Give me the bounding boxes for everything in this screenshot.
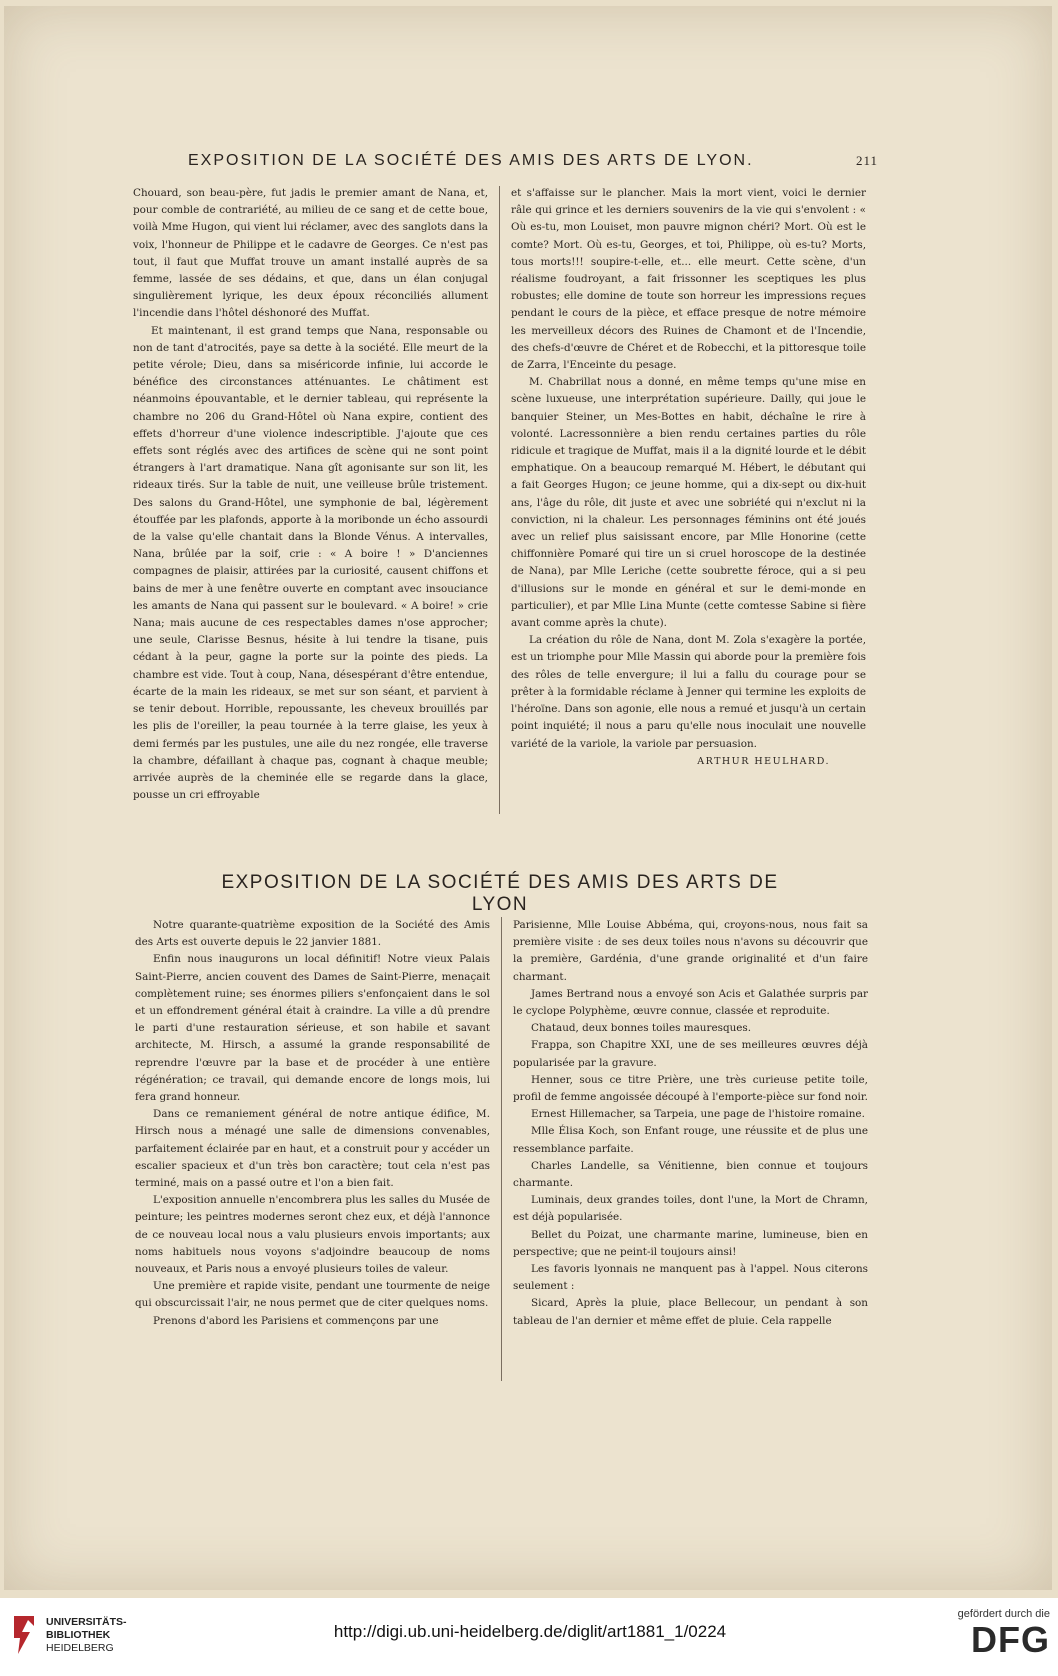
paragraph: La création du rôle de Nana, dont M. Zola s'exagère la portée, est un triomphe pour Mlle Massin qui aborde pour la première fois des rôles de telle envergure; il lui a fallu du courage pour se prêter à la formidable réclame à Jenner qui termine les exploits de l'héroïne. Dans son agonie, elle nous a remué et jusqu'à un certain point inquiété; il nous a paru qu'elle nous inoculait une nouvelle variété de la variole, la variole par persuasion. [511, 634, 866, 750]
paragraph: Charles Landelle, sa Vénitienne, bien connue et toujours charmante. [513, 1159, 868, 1190]
paragraph: Luminais, deux grandes toiles, dont l'une, la Mort de Chramn, est déjà popularisée. [513, 1194, 868, 1224]
permalink-url[interactable]: http://digi.ub.uni-heidelberg.de/diglit/art1881_1/0224 [333, 1622, 727, 1641]
library-emblem-icon [10, 1612, 38, 1658]
paragraph: Chouard, son beau-père, fut jadis le premier amant de Nana, et, pour comble de contrariété, au milieu de ce sang et de cette boue, voilà Mme Hugon, qui vient lui réclamer, avec des sanglots dans la voix, l'honneur de Philippe et le cadavre de Georges. Ce n'est pas tout, il faut que Muffat trouve un amant installé auprès de sa femme, lassée de ses dédains, et que, dans un élan conjugal singulièrement lyrique, les deux époux réconciliés allument l'incendie dans l'hôtel déshonoré des Muffat. [133, 187, 488, 320]
paragraph: Et maintenant, il est grand temps que Nana, responsable ou non de tant d'atrocités, paye sa dette à la société. Elle meurt de la petite vérole; Dieu, dans sa miséricorde infinie, lui accorde le bénéfice des circonstances atténuantes. Le châtiment est néanmoins épouvantable, et le dernier tableau, qui représente la chambre no 206 du Grand-Hôtel où Nana expire, contient des effets d'horreur d'une violence indescriptible. J'ajoute que ces effets sont réglés avec des artifices de scène qui ne sont point étrangers à l'art dramatique. Nana gît agonisante sur son lit, les rideaux tirés. Sur la table de nuit, une veilleuse brûle tristement. Des salons du Grand-Hôtel, une symphonie de bal, légèrement étouffée par les plafonds, apporte à la moribonde un écho assourdi de la valse qu'elle chantait dans la Blonde Vénus. A intervalles, Nana, brûlée par la soif, crie : « A boire ! » D'anciennes compagnes de plaisir, attirées par la curiosité, causent chiffons et bains de mer à une fenêtre ouverte en comptant avec insouciance les amants de Nana qui passent sur le boulevard. « A boire! » crie Nana; mais aucune de ces respectables dames n'ose approcher; une seule, Clarisse Besnus, hésite à lui tendre la tisane, puis cédant à la peur, gagne la porte sur la pointe des pieds. La chambre est vide. Tout à coup, Nana, désespérant d'être entendue, écarte de la main les rideaux, se met sur son séant, et parvient à se tenir debout. Horrible, repoussante, les cheveux brouillés par les plis de l'oreiller, la peau tournée à la terre glaise, les yeux à demi fermés par les pustules, une aile du nez rongée, elle traverse la chambre, défaillant à chaque pas, cognant à chaque meuble; arrivée auprès de la cheminée elle se regarde dans la glace, pousse un cri effroyable [133, 324, 488, 802]
running-head [188, 152, 878, 170]
paragraph: Enfin nous inaugurons un local définitif! Notre vieux Palais Saint-Pierre, ancien couvent des Dames de Saint-Pierre, menaçait complètement ruine; ses énormes piliers s'enfonçaient dans le sol et un effondrement général était à craindre. La ville a dû prendre le parti d'une restauration sérieuse, et son habile et savant architecte, M. Hirsch, a assumé la grande responsabilité de reprendre l'œuvre par la base et de procéder à une entière régénération; ce travail, qui demande encore de longs mois, lui fera grand honneur. [135, 953, 490, 1104]
paragraph: Bellet du Poizat, une charmante marine, lumineuse, bien en perspective; que ne peint-il toujours ainsi! [513, 1228, 868, 1258]
author-signature: ARTHUR HEULHARD. [697, 755, 830, 767]
article1-right-column [511, 185, 866, 770]
section-title: EXPOSITION DE LA SOCIÉTÉ DES AMIS DES ARTS DE LYON [221, 872, 779, 915]
logo-line-3: HEIDELBERG [46, 1641, 114, 1654]
logo-line-1: UNIVERSITÄTS- [46, 1615, 127, 1628]
paragraph: Mlle Élisa Koch, son Enfant rouge, une réussite et de plus une ressemblance parfaite. [513, 1125, 868, 1155]
paragraph: Parisienne, Mlle Louise Abbéma, qui, croyons-nous, nous fait sa première visite : de ses deux toiles nous n'avons su découvrir que la première, Gardénia, d'une grande originalité et d'un faire charmant. [513, 919, 868, 983]
paragraph: Sicard, Après la pluie, place Bellecour, un pendant à son tableau de l'an dernier et même effet de pluie. Cela rappelle [513, 1297, 868, 1327]
paragraph: M. Chabrillat nous a donné, en même temps qu'une mise en scène luxueuse, une interprétation supérieure. Dailly, qui joue le banquier Steiner, un Mes-Bottes en habit, déchaîne le rire à volonté. Lacressonnière a bien rendu certaines parties du rôle ridicule et tragique de Muffat, mais il a la dignité lourde et le débit emphatique. On a beaucoup remarqué M. Hébert, le débutant qui a fait Georges Hugon; ce jeune homme, qui a dix-sept ou dix-huit ans, l'âge du rôle, dit juste et avec une sobriété qui n'exclut ni la conviction, ni la chaleur. Les personnages féminins ont été joués avec un relief plus saisissant encore, par Mlle Honorine (cette chiffonnière Pomaré qui tire un si cruel horoscope de la destinée de Nana), par Mlle Leriche (cette soubrette féroce, qui a si peu d'illusions sur le monde en général et sur le demi-monde en particulier), et par Mlle Lina Munte (cette comtesse Sabine si fière avant comme après la chute). [511, 376, 866, 630]
paragraph: Henner, sous ce titre Prière, une très curieuse petite toile, profil de femme angoissée découpé à l'emporte-pièce sur fond noir. [513, 1073, 868, 1104]
article2-right-column [513, 917, 868, 1330]
article2-left-column [135, 917, 490, 1330]
logo-line-2: BIBLIOTHEK [46, 1628, 111, 1641]
paragraph: Notre quarante-quatrième exposition de la Société des Amis des Arts est ouverte depuis le 22 janvier 1881. [135, 919, 490, 949]
paragraph: Les favoris lyonnais ne manquent pas à l'appel. Nous citerons seulement : [513, 1263, 868, 1293]
paragraph: Une première et rapide visite, pendant une tourmente de neige qui obscurcissait l'air, ne nous permet que de citer quelques noms. [135, 1280, 490, 1310]
paragraph: Chataud, deux bonnes toiles mauresques. [531, 1022, 752, 1035]
paragraph: Prenons d'abord les Parisiens et commençons par une [153, 1314, 439, 1327]
column-divider [499, 186, 500, 814]
column-divider [501, 917, 502, 1381]
paragraph: Frappa, son Chapitre XXI, une de ses meilleures œuvres déjà popularisée par la gravure. [513, 1039, 868, 1069]
paragraph: Dans ce remaniement général de notre antique édifice, M. Hirsch nous a ménagé une salle de dimensions convenables, parfaitement éclairée par en haut, et a construit pour y accéder un escalier spacieux et d'un très bon caractère; tout cela n'est pas terminé, mais on a passé outre et l'on a bien fait. [135, 1108, 490, 1190]
article1-left-column [133, 185, 488, 804]
dfg-logo: DFG [971, 1619, 1050, 1660]
paragraph: Ernest Hillemacher, sa Tarpeia, une page de l'histoire romaine. [531, 1108, 865, 1121]
university-library-logo[interactable] [10, 1606, 150, 1664]
funding-label: gefördert durch die [957, 1608, 1050, 1620]
page-number: 211 [855, 153, 878, 168]
paragraph: et s'affaisse sur le plancher. Mais la mort vient, voici le dernier râle qui grince et les derniers souvenirs de la vie qui s'envolent : « Où es-tu, mon Louiset, mon pauvre mignon chéri? Mort. Où est le comte? Mort. Où es-tu, Georges, et toi, Philippe, où es-tu? Morts, tous morts!!! soupire-t-elle, et... elle meurt. Cette scène, d'un réalisme foudroyant, a fait frissonner les sceptiques les plus robustes; elle domine de toute son horreur les impressions reçues pendant le cours de la pièce, et efface presque de notre mémoire les merveilleux décors des Ruines de Chamont et de l'Incendie, des chefs-d'œuvre de Chéret et de Robecchi, et la pittoresque toile de Zarra, l'Enceinte du pesage. [511, 187, 866, 372]
running-head-title: EXPOSITION DE LA SOCIÉTÉ DES AMIS DES ARTS DE LYON. [188, 152, 754, 169]
paragraph: L'exposition annuelle n'encombrera plus les salles du Musée de peinture; les peintres modernes seront chez eux, et déjà l'annonce de ce nouveau local nous a valu plusieurs envois importants; aux noms habituels nous voyons s'adjoindre beaucoup de noms nouveaux, et Paris nous a envoyé plusieurs toiles de valeur. [135, 1194, 490, 1276]
dfg-funding[interactable] [924, 1608, 1050, 1658]
paragraph: James Bertrand nous a envoyé son Acis et Galathée surpris par le cyclope Polyphème, œuvre connue, classée et reproduite. [513, 987, 868, 1018]
